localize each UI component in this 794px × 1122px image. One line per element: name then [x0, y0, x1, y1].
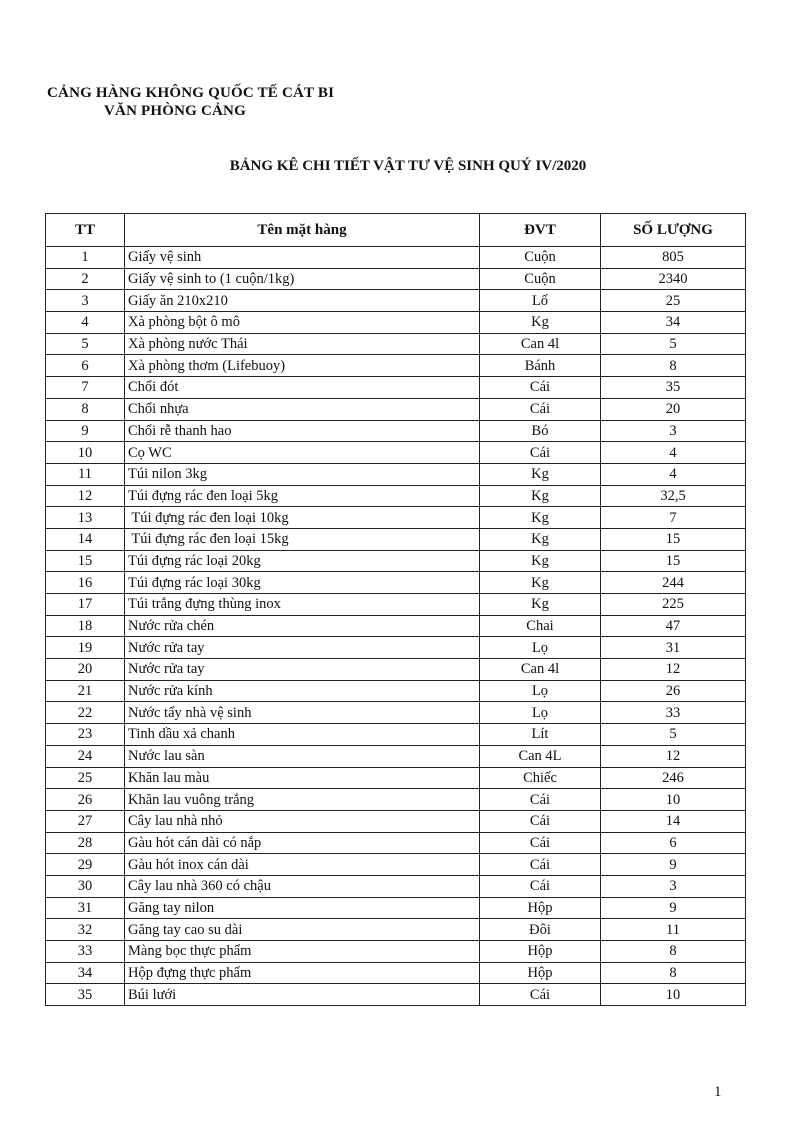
cell-quantity: 5 — [601, 333, 746, 355]
department-name: VĂN PHÒNG CẢNG — [104, 103, 246, 119]
cell-quantity: 3 — [601, 420, 746, 442]
table-row — [46, 962, 746, 984]
cell-item-name: Giấy ăn 210x210 — [125, 290, 480, 312]
cell-index: 31 — [46, 897, 125, 919]
cell-item-name: Cọ WC — [125, 442, 480, 464]
cell-index: 28 — [46, 832, 125, 854]
cell-index: 2 — [46, 268, 125, 290]
cell-item-name: Xà phòng bột ô mô — [125, 312, 480, 334]
cell-item-name: Chổi rễ thanh hao — [125, 420, 480, 442]
cell-index: 29 — [46, 854, 125, 876]
cell-index: 23 — [46, 724, 125, 746]
cell-unit: Đôi — [480, 919, 601, 941]
table-row — [46, 312, 746, 334]
table-row — [46, 810, 746, 832]
column-header-item-name: Tên mặt hàng — [125, 214, 480, 247]
supplies-table — [45, 213, 746, 1006]
column-header-index: TT — [46, 214, 125, 247]
cell-index: 25 — [46, 767, 125, 789]
cell-index: 24 — [46, 745, 125, 767]
cell-index: 35 — [46, 984, 125, 1006]
cell-unit: Cuộn — [480, 247, 601, 269]
cell-quantity: 12 — [601, 745, 746, 767]
table-row — [46, 485, 746, 507]
cell-quantity: 244 — [601, 572, 746, 594]
table-row — [46, 528, 746, 550]
cell-unit: Can 4L — [480, 745, 601, 767]
cell-index: 15 — [46, 550, 125, 572]
cell-quantity: 10 — [601, 789, 746, 811]
table-header-row — [46, 214, 746, 247]
cell-index: 10 — [46, 442, 125, 464]
cell-unit: Lọ — [480, 637, 601, 659]
cell-unit: Lọ — [480, 680, 601, 702]
cell-index: 8 — [46, 398, 125, 420]
cell-unit: Cái — [480, 832, 601, 854]
cell-index: 18 — [46, 615, 125, 637]
cell-item-name: Nước tẩy nhà vệ sinh — [125, 702, 480, 724]
cell-item-name: Giấy vệ sinh to (1 cuộn/1kg) — [125, 268, 480, 290]
cell-quantity: 12 — [601, 659, 746, 681]
cell-item-name: Khăn lau màu — [125, 767, 480, 789]
cell-quantity: 6 — [601, 832, 746, 854]
cell-quantity: 35 — [601, 377, 746, 399]
cell-index: 20 — [46, 659, 125, 681]
cell-item-name: Nước lau sàn — [125, 745, 480, 767]
cell-item-name: Chổi nhựa — [125, 398, 480, 420]
cell-quantity: 20 — [601, 398, 746, 420]
cell-item-name: Giấy vệ sinh — [125, 247, 480, 269]
cell-quantity: 9 — [601, 897, 746, 919]
cell-item-name: Nước rửa chén — [125, 615, 480, 637]
table-row — [46, 398, 746, 420]
cell-unit: Kg — [480, 550, 601, 572]
table-row — [46, 247, 746, 269]
cell-index: 34 — [46, 962, 125, 984]
cell-unit: Lọ — [480, 702, 601, 724]
cell-unit: Cái — [480, 398, 601, 420]
cell-quantity: 14 — [601, 810, 746, 832]
cell-item-name: Túi nilon 3kg — [125, 463, 480, 485]
cell-index: 4 — [46, 312, 125, 334]
cell-item-name: Búi lưới — [125, 984, 480, 1006]
table-row — [46, 659, 746, 681]
cell-unit: Kg — [480, 463, 601, 485]
cell-unit: Chiếc — [480, 767, 601, 789]
cell-item-name: Nước rửa tay — [125, 659, 480, 681]
cell-unit: Bánh — [480, 355, 601, 377]
cell-index: 22 — [46, 702, 125, 724]
cell-item-name: Cây lau nhà 360 có chậu — [125, 875, 480, 897]
cell-quantity: 47 — [601, 615, 746, 637]
cell-index: 5 — [46, 333, 125, 355]
cell-unit: Kg — [480, 485, 601, 507]
cell-unit: Cái — [480, 984, 601, 1006]
table-row — [46, 875, 746, 897]
cell-item-name: Găng tay cao su dài — [125, 919, 480, 941]
table-row — [46, 572, 746, 594]
table-row — [46, 550, 746, 572]
cell-item-name: Tinh dầu xả chanh — [125, 724, 480, 746]
cell-quantity: 15 — [601, 550, 746, 572]
cell-quantity: 11 — [601, 919, 746, 941]
cell-unit: Lố — [480, 290, 601, 312]
cell-unit: Cái — [480, 442, 601, 464]
cell-quantity: 34 — [601, 312, 746, 334]
cell-quantity: 10 — [601, 984, 746, 1006]
table-row — [46, 767, 746, 789]
table-row — [46, 919, 746, 941]
cell-item-name: Màng bọc thực phẩm — [125, 941, 480, 963]
cell-quantity: 4 — [601, 463, 746, 485]
cell-index: 26 — [46, 789, 125, 811]
cell-item-name: Xà phòng nước Thái — [125, 333, 480, 355]
cell-index: 11 — [46, 463, 125, 485]
cell-unit: Kg — [480, 507, 601, 529]
cell-index: 33 — [46, 941, 125, 963]
cell-quantity: 15 — [601, 528, 746, 550]
table-row — [46, 615, 746, 637]
cell-index: 14 — [46, 528, 125, 550]
table-row — [46, 941, 746, 963]
cell-index: 6 — [46, 355, 125, 377]
cell-index: 32 — [46, 919, 125, 941]
cell-item-name: Túi trắng đựng thùng inox — [125, 594, 480, 616]
column-header-quantity: SỐ LƯỢNG — [601, 214, 746, 247]
cell-quantity: 8 — [601, 941, 746, 963]
cell-index: 19 — [46, 637, 125, 659]
cell-item-name: Túi đựng rác đen loại 10kg — [125, 507, 480, 529]
table-row — [46, 680, 746, 702]
cell-unit: Hộp — [480, 897, 601, 919]
cell-unit: Can 4l — [480, 659, 601, 681]
cell-quantity: 246 — [601, 767, 746, 789]
cell-index: 27 — [46, 810, 125, 832]
table-row — [46, 268, 746, 290]
cell-unit: Cái — [480, 875, 601, 897]
cell-item-name: Túi đựng rác đen loại 5kg — [125, 485, 480, 507]
cell-item-name: Nước rửa kính — [125, 680, 480, 702]
cell-unit: Cái — [480, 377, 601, 399]
page-number: 1 — [714, 1084, 722, 1100]
cell-index: 30 — [46, 875, 125, 897]
cell-index: 17 — [46, 594, 125, 616]
table-row — [46, 355, 746, 377]
table-row — [46, 463, 746, 485]
cell-quantity: 805 — [601, 247, 746, 269]
cell-item-name: Túi đựng rác đen loại 15kg — [125, 528, 480, 550]
cell-unit: Cuộn — [480, 268, 601, 290]
table-row — [46, 594, 746, 616]
table-row — [46, 333, 746, 355]
cell-index: 21 — [46, 680, 125, 702]
cell-quantity: 9 — [601, 854, 746, 876]
cell-quantity: 26 — [601, 680, 746, 702]
cell-unit: Cái — [480, 810, 601, 832]
cell-unit: Kg — [480, 572, 601, 594]
cell-quantity: 225 — [601, 594, 746, 616]
cell-unit: Hộp — [480, 941, 601, 963]
cell-index: 1 — [46, 247, 125, 269]
table-row — [46, 897, 746, 919]
cell-item-name: Khăn lau vuông trắng — [125, 789, 480, 811]
cell-unit: Kg — [480, 312, 601, 334]
cell-index: 3 — [46, 290, 125, 312]
table-row — [46, 789, 746, 811]
cell-unit: Cái — [480, 789, 601, 811]
table-row — [46, 420, 746, 442]
cell-item-name: Gàu hót cán dài có nắp — [125, 832, 480, 854]
cell-item-name: Găng tay nilon — [125, 897, 480, 919]
cell-quantity: 2340 — [601, 268, 746, 290]
cell-quantity: 25 — [601, 290, 746, 312]
table-row — [46, 442, 746, 464]
cell-unit: Lít — [480, 724, 601, 746]
table-row — [46, 745, 746, 767]
table-row — [46, 984, 746, 1006]
cell-item-name: Túi đựng rác loại 30kg — [125, 572, 480, 594]
column-header-unit: ĐVT — [480, 214, 601, 247]
cell-quantity: 3 — [601, 875, 746, 897]
cell-unit: Bó — [480, 420, 601, 442]
document-title: BẢNG KÊ CHI TIẾT VẬT TƯ VỆ SINH QUÝ IV/2020 — [229, 158, 587, 174]
cell-item-name: Nước rửa tay — [125, 637, 480, 659]
cell-quantity: 32,5 — [601, 485, 746, 507]
cell-quantity: 8 — [601, 962, 746, 984]
cell-unit: Chai — [480, 615, 601, 637]
cell-quantity: 31 — [601, 637, 746, 659]
cell-index: 12 — [46, 485, 125, 507]
cell-unit: Cái — [480, 854, 601, 876]
cell-unit: Can 4l — [480, 333, 601, 355]
cell-index: 13 — [46, 507, 125, 529]
table-row — [46, 724, 746, 746]
cell-quantity: 5 — [601, 724, 746, 746]
cell-item-name: Xà phòng thơm (Lifebuoy) — [125, 355, 480, 377]
cell-quantity: 7 — [601, 507, 746, 529]
cell-item-name: Gàu hót inox cán dài — [125, 854, 480, 876]
table-row — [46, 377, 746, 399]
table-row — [46, 290, 746, 312]
cell-item-name: Túi đựng rác loại 20kg — [125, 550, 480, 572]
table-row — [46, 854, 746, 876]
cell-unit: Hộp — [480, 962, 601, 984]
table-row — [46, 637, 746, 659]
cell-quantity: 4 — [601, 442, 746, 464]
cell-item-name: Cây lau nhà nhỏ — [125, 810, 480, 832]
organization-name: CẢNG HÀNG KHÔNG QUỐC TẾ CÁT BI — [47, 85, 335, 101]
cell-index: 16 — [46, 572, 125, 594]
cell-item-name: Chổi đót — [125, 377, 480, 399]
table-row — [46, 507, 746, 529]
cell-unit: Kg — [480, 528, 601, 550]
cell-quantity: 33 — [601, 702, 746, 724]
cell-unit: Kg — [480, 594, 601, 616]
table-row — [46, 702, 746, 724]
cell-index: 9 — [46, 420, 125, 442]
table-row — [46, 832, 746, 854]
cell-quantity: 8 — [601, 355, 746, 377]
cell-item-name: Hộp đựng thực phẩm — [125, 962, 480, 984]
cell-index: 7 — [46, 377, 125, 399]
